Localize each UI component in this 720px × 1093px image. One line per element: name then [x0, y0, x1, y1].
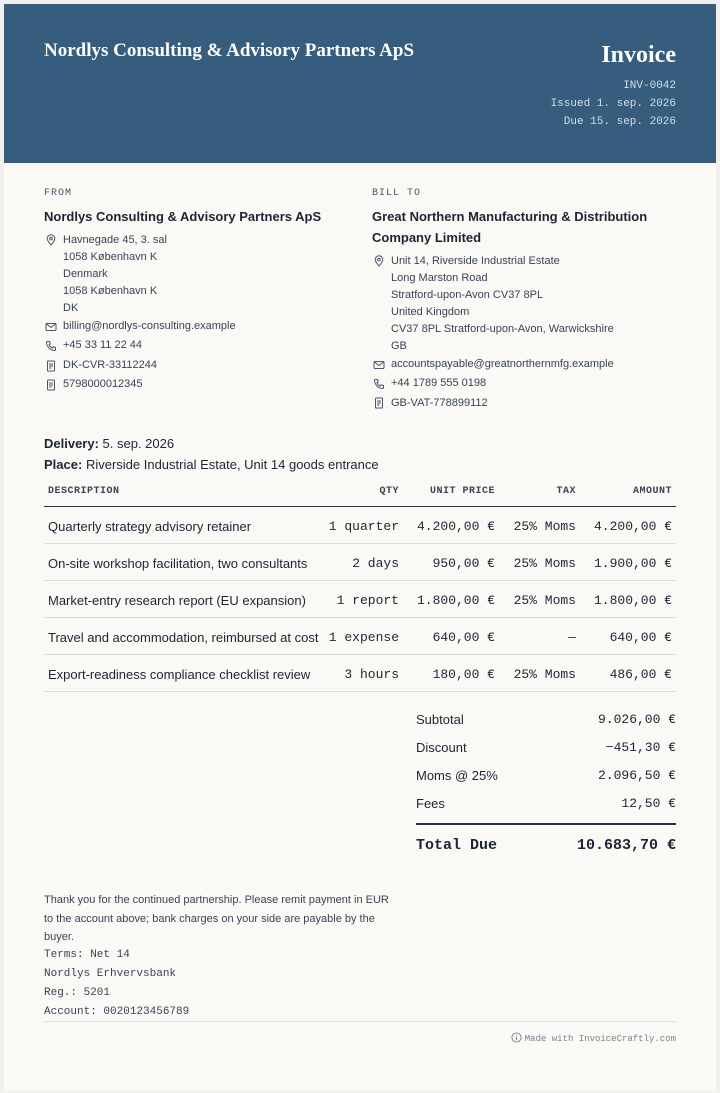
bill-to-name-line: Company Limited [372, 230, 482, 245]
document-icon [45, 379, 57, 391]
footer-credit[interactable] [511, 1032, 676, 1044]
from-label: FROM [44, 188, 73, 199]
company-title: Nordlys Consulting & Advisory Partners ApS [44, 40, 415, 61]
invoice-page [4, 4, 716, 1091]
document-icon [373, 397, 385, 409]
address-line: Havnegade 45, 3. sal [63, 234, 167, 246]
footer-rule [44, 1021, 676, 1022]
column-header-description: DESCRIPTION [48, 486, 120, 497]
item-amount: 1.900,00 € [593, 556, 672, 571]
from-tax-id: DK-CVR-33112244 [63, 359, 157, 371]
item-qty: 1 expense [328, 630, 399, 645]
delivery-date-value: 5. sep. 2026 [102, 436, 175, 451]
address-line: United Kingdom [391, 306, 470, 318]
address-line: 1058 København K [63, 285, 158, 297]
discount-value: −451,30 € [605, 740, 676, 755]
from-registration: 5798000012345 [63, 378, 143, 390]
from-address [63, 232, 167, 317]
footer-text: Made with InvoiceCraftly.com [524, 1034, 676, 1044]
due-date: Due 15. sep. 2026 [563, 116, 676, 128]
bank-name: Nordlys Erhvervsbank [44, 968, 177, 980]
location-pin-icon [45, 234, 57, 246]
address-line: Long Marston Road [391, 272, 488, 284]
item-qty: 1 quarter [328, 519, 399, 534]
table-row [44, 581, 676, 618]
item-amount: 1.800,00 € [593, 593, 672, 608]
column-header-unit-price: UNIT PRICE [429, 486, 495, 497]
item-amount: 640,00 € [609, 630, 672, 645]
address-line: GB [391, 340, 407, 352]
bank-reg: Reg.: 5201 [44, 987, 111, 999]
fees-label: Fees [416, 796, 445, 811]
bill-to-label: BILL TO [372, 188, 422, 199]
address-line: Stratford-upon-Avon CV37 8PL [391, 289, 544, 301]
address-line: Unit 14, Riverside Industrial Estate [391, 255, 560, 267]
invoice-number: INV-0042 [623, 80, 676, 92]
item-description: On-site workshop facilitation, two consultants [48, 556, 308, 571]
subtotal-value: 9.026,00 € [597, 712, 676, 727]
phone-icon [45, 340, 57, 352]
total-rule [416, 823, 676, 825]
delivery-date-label: Delivery: [44, 436, 99, 451]
from-name: Nordlys Consulting & Advisory Partners ApS [44, 209, 322, 224]
bill-to-tax-id: GB-VAT-778899112 [391, 397, 488, 409]
address-line: DK [63, 302, 79, 314]
location-pin-icon [373, 255, 385, 267]
column-header-amount: AMOUNT [632, 486, 672, 497]
table-row [44, 655, 676, 692]
payment-terms: Terms: Net 14 [44, 949, 130, 961]
item-tax: 25% Moms [513, 593, 576, 608]
bill-to-name-line: Great Northern Manufacturing & Distribution [372, 209, 648, 224]
item-unit-price: 950,00 € [432, 556, 495, 571]
mail-icon [45, 321, 57, 333]
item-unit-price: 4.200,00 € [416, 519, 495, 534]
info-icon [511, 1034, 525, 1044]
delivery-date [44, 436, 174, 451]
item-unit-price: 640,00 € [432, 630, 495, 645]
phone-icon [373, 378, 385, 390]
address-line: 1058 København K [63, 251, 158, 263]
delivery-place-label: Place: [44, 457, 83, 472]
item-qty: 3 hours [344, 667, 399, 682]
discount-label: Discount [416, 740, 467, 755]
tax-label: Moms @ 25% [416, 768, 498, 783]
item-description: Market-entry research report (EU expansion) [48, 593, 306, 608]
invoice-header [4, 4, 716, 163]
from-phone: +45 33 11 22 44 [63, 339, 143, 351]
total-due-label: Total Due [416, 837, 498, 854]
item-qty: 1 report [336, 593, 399, 608]
bill-to-phone: +44 1789 555 0198 [391, 377, 487, 389]
subtotal-label: Subtotal [416, 712, 464, 727]
item-tax: — [568, 630, 576, 645]
item-description: Export-readiness compliance checklist review [48, 667, 311, 682]
item-tax: 25% Moms [513, 667, 576, 682]
item-amount: 486,00 € [609, 667, 672, 682]
column-header-tax: TAX [556, 486, 576, 497]
item-description: Quarterly strategy advisory retainer [48, 519, 252, 534]
bank-account: Account: 0020123456789 [44, 1006, 190, 1018]
address-line: Denmark [63, 268, 108, 280]
mail-icon [373, 359, 385, 371]
fees-value: 12,50 € [621, 796, 676, 811]
from-email: billing@nordlys-consulting.example [63, 320, 236, 332]
item-qty: 2 days [352, 556, 399, 571]
table-row [44, 544, 676, 581]
delivery-place [44, 457, 379, 472]
bill-to-email: accountspayable@greatnorthernmfg.example [391, 358, 614, 370]
item-tax: 25% Moms [513, 519, 576, 534]
item-unit-price: 1.800,00 € [416, 593, 495, 608]
table-row [44, 618, 676, 655]
document-icon [45, 360, 57, 372]
item-unit-price: 180,00 € [432, 667, 495, 682]
payment-note: Thank you for the continued partnership. Please remit payment in EUR to the account above; bank charges on your side are payable by the buyer. [44, 894, 389, 943]
issue-date: Issued 1. sep. 2026 [550, 98, 676, 110]
bill-to-name [372, 206, 647, 248]
column-header-qty: QTY [379, 486, 399, 497]
total-due-value: 10.683,70 € [576, 837, 676, 854]
tax-value: 2.096,50 € [597, 768, 676, 783]
table-row [44, 507, 676, 544]
delivery-place-value: Riverside Industrial Estate, Unit 14 goods entrance [85, 457, 379, 472]
item-description: Travel and accommodation, reimbursed at cost [48, 630, 319, 645]
item-amount: 4.200,00 € [593, 519, 672, 534]
address-line: CV37 8PL Stratford-upon-Avon, Warwickshire [391, 323, 614, 335]
bill-to-address [391, 253, 614, 355]
document-title: Invoice [601, 42, 676, 68]
item-tax: 25% Moms [513, 556, 576, 571]
